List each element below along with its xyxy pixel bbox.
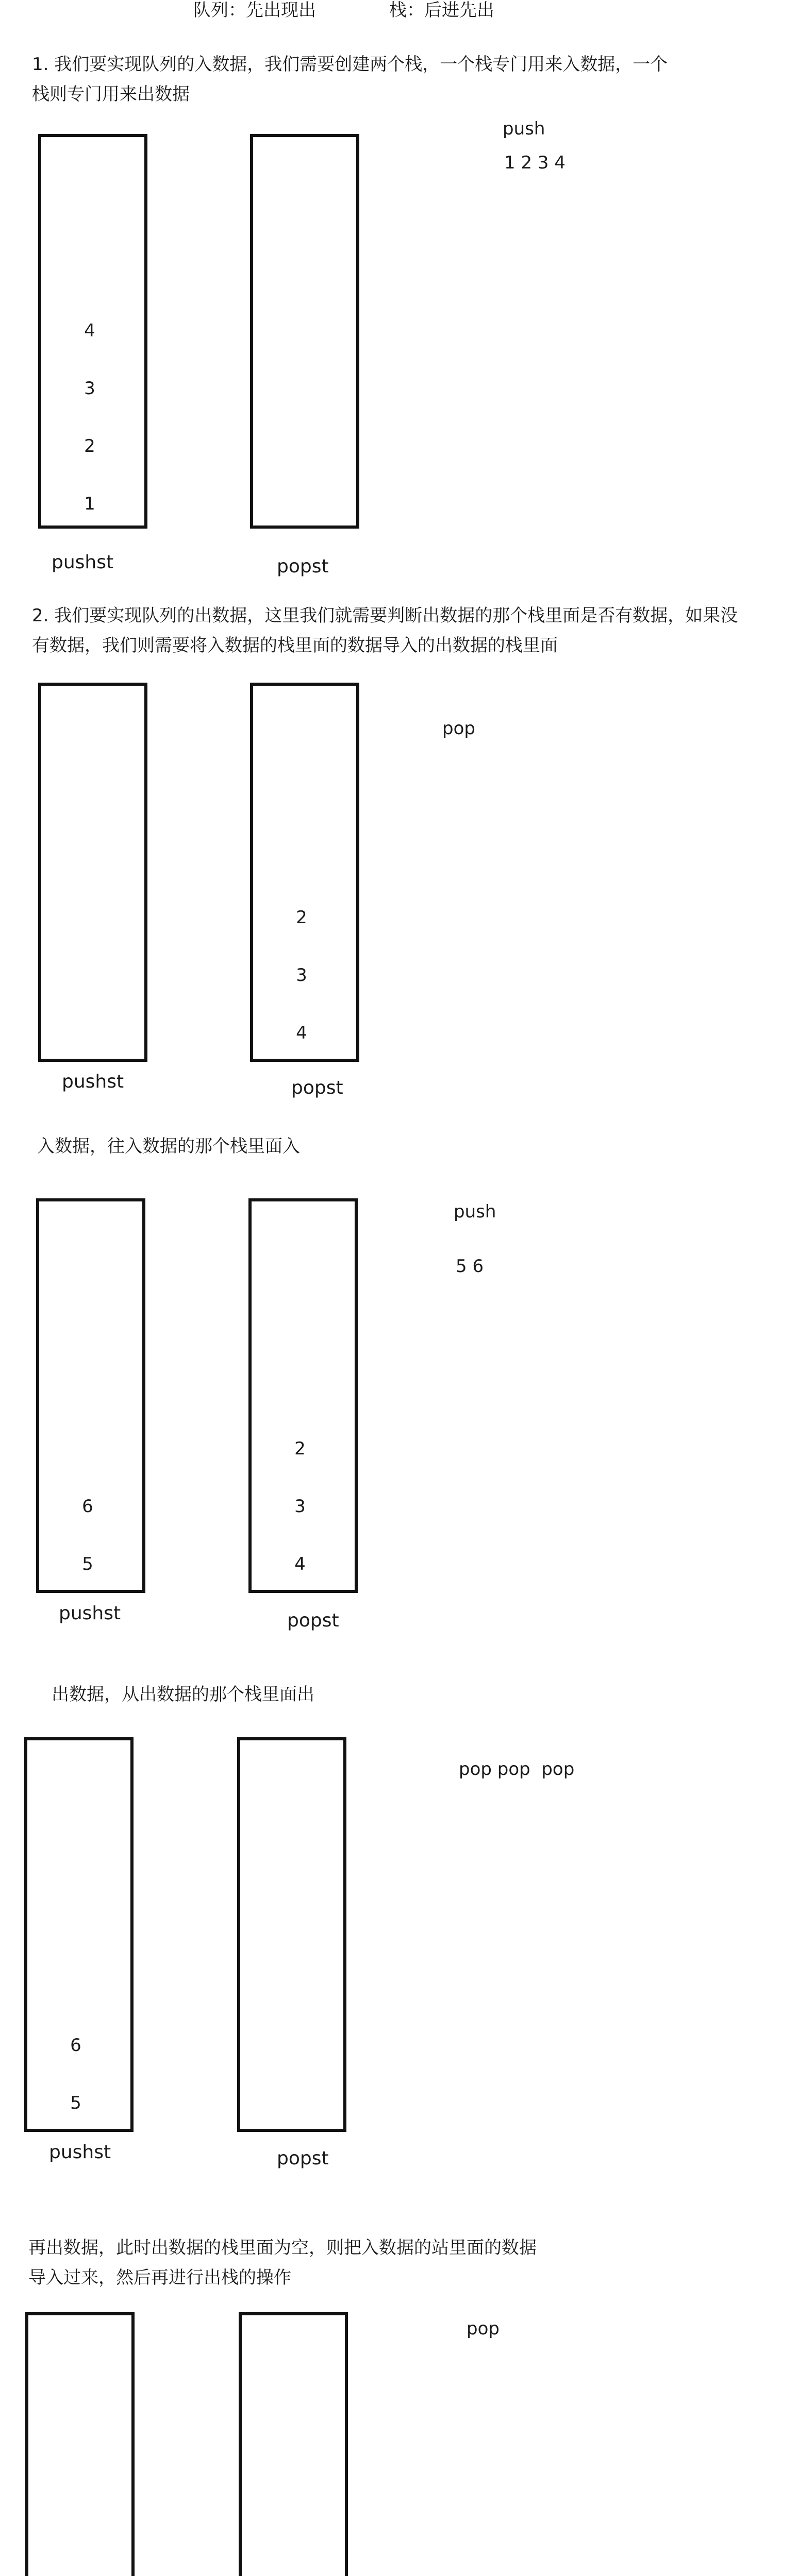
popst-label: popst: [287, 1610, 339, 1631]
stack-item: 5: [82, 1554, 93, 1574]
step5-description-line: 导入过来，然后再进行出栈的操作: [28, 2267, 291, 2288]
step1-operation-values: 1 2 3 4: [504, 152, 565, 173]
popst-stack: [250, 134, 359, 529]
stack-item: 3: [84, 378, 95, 399]
stack-item: 2: [294, 1438, 306, 1459]
popst-label: popst: [291, 1077, 343, 1098]
step3-description-line: 入数据，往入数据的那个栈里面入: [37, 1136, 300, 1157]
step1-description: [32, 49, 668, 109]
stack-item: 3: [294, 1496, 306, 1517]
step4-description: [52, 1680, 314, 1709]
pushst-label: pushst: [62, 1071, 124, 1092]
step5-operation: pop: [467, 2318, 500, 2339]
step5-description-line: 再出数据，此时出数据的栈里面为空，则把入数据的站里面的数据: [28, 2238, 537, 2258]
stack-title: 栈：后进先出: [389, 0, 494, 21]
step2-description-line: 2. 我们要实现队列的出数据，这里我们就需要判断出数据的那个栈里面是否有数据，如果没: [32, 605, 738, 626]
popst-stack: [239, 2312, 348, 2576]
step4-description-line: 出数据，从出数据的那个栈里面出: [52, 1684, 314, 1705]
stack-item: 4: [84, 320, 95, 341]
stack-item: 6: [82, 1496, 93, 1517]
stack-item: 4: [296, 1023, 307, 1043]
pushst-stack: [38, 683, 147, 1062]
step3-operation-values: 5 6: [456, 1256, 484, 1277]
stack-item: 2: [84, 436, 95, 456]
stack-item: 6: [70, 2035, 81, 2056]
popst-label: popst: [277, 2148, 329, 2169]
step4-operation: pop pop pop: [459, 1759, 575, 1780]
pushst-stack: [36, 1198, 145, 1593]
stack-item: 5: [70, 2093, 81, 2113]
popst-stack: [250, 683, 359, 1062]
stack-item: 4: [294, 1554, 306, 1574]
step1-description-line: 1. 我们要实现队列的入数据，我们需要创建两个栈，一个栈专门用来入数据，一个: [32, 54, 668, 75]
step2-description: [32, 601, 738, 660]
popst-stack: [237, 1737, 346, 2132]
pushst-stack: [24, 1737, 134, 2132]
stack-item: 3: [296, 965, 307, 986]
pushst-label: pushst: [59, 1603, 121, 1624]
pushst-stack: [25, 2312, 135, 2576]
pushst-label: pushst: [49, 2142, 111, 2163]
step1-operation: push: [503, 118, 545, 139]
popst-label: popst: [277, 556, 329, 577]
step3-operation: push: [454, 1201, 496, 1222]
step5-description: [28, 2233, 537, 2293]
pushst-label: pushst: [52, 552, 114, 573]
pushst-stack: [38, 134, 147, 529]
step1-description-line: 栈则专门用来出数据: [32, 84, 190, 105]
queue-title: 队列：先出现出: [193, 0, 316, 21]
step2-description-line: 有数据，我们则需要将入数据的栈里面的数据导入的出数据的栈里面: [32, 635, 558, 656]
step2-operation: pop: [442, 718, 475, 739]
step3-description: [37, 1131, 300, 1161]
popst-stack: [248, 1198, 358, 1593]
stack-item: 2: [296, 907, 307, 928]
stack-item: 1: [84, 494, 95, 514]
